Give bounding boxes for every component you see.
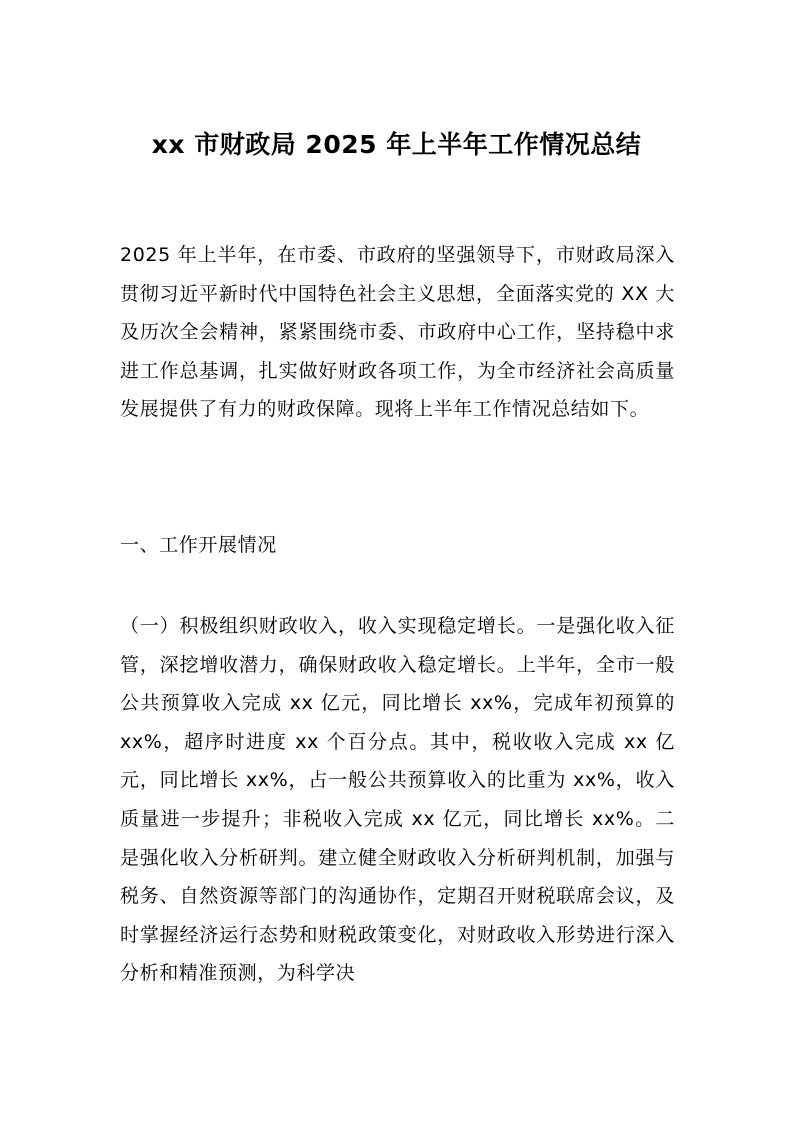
section-heading: 一、工作开展情况 xyxy=(120,534,277,556)
document-title: xx 市财政局 2025 年上半年工作情况总结 xyxy=(151,130,642,159)
intro-paragraph: 2025 年上半年，在市委、市政府的坚强领导下，市财政局深入贯彻习近平新时代中国特色社会主义思想，全面落实党的 XX 大及历次全会精神，紧紧围绕市委、市政府中心工作，坚持稳中求进工作总基调，扎实做好财政各项工作，为全市经济社会高质量发展提供了有力的财政保障。现将上半年工作情况总结如下。 xyxy=(120,244,675,421)
section-paragraph: （一）积极组织财政收入，收入实现稳定增长。一是强化收入征管，深挖增收潜力，确保财政收入稳定增长。上半年，全市一般公共预算收入完成 xx 亿元，同比增长 xx%，完成年初预算的 xx%，超序时进度 xx 个百分点。其中，税收收入完成 xx 亿元，同比增长 xx%，占一般公共预算收入的比重为 xx%，收入质量进一步提升；非税收入完成 xx 亿元，同比增长 xx%。二是强化收入分析研判。建立健全财政收入分析研判机制，加强与税务、自然资源等部门的沟通协作，定期召开财税联席会议，及时掌握经济运行态势和财税政策变化，对财政收入形势进行深入分析和精准预测，为科学决 xyxy=(120,615,675,985)
